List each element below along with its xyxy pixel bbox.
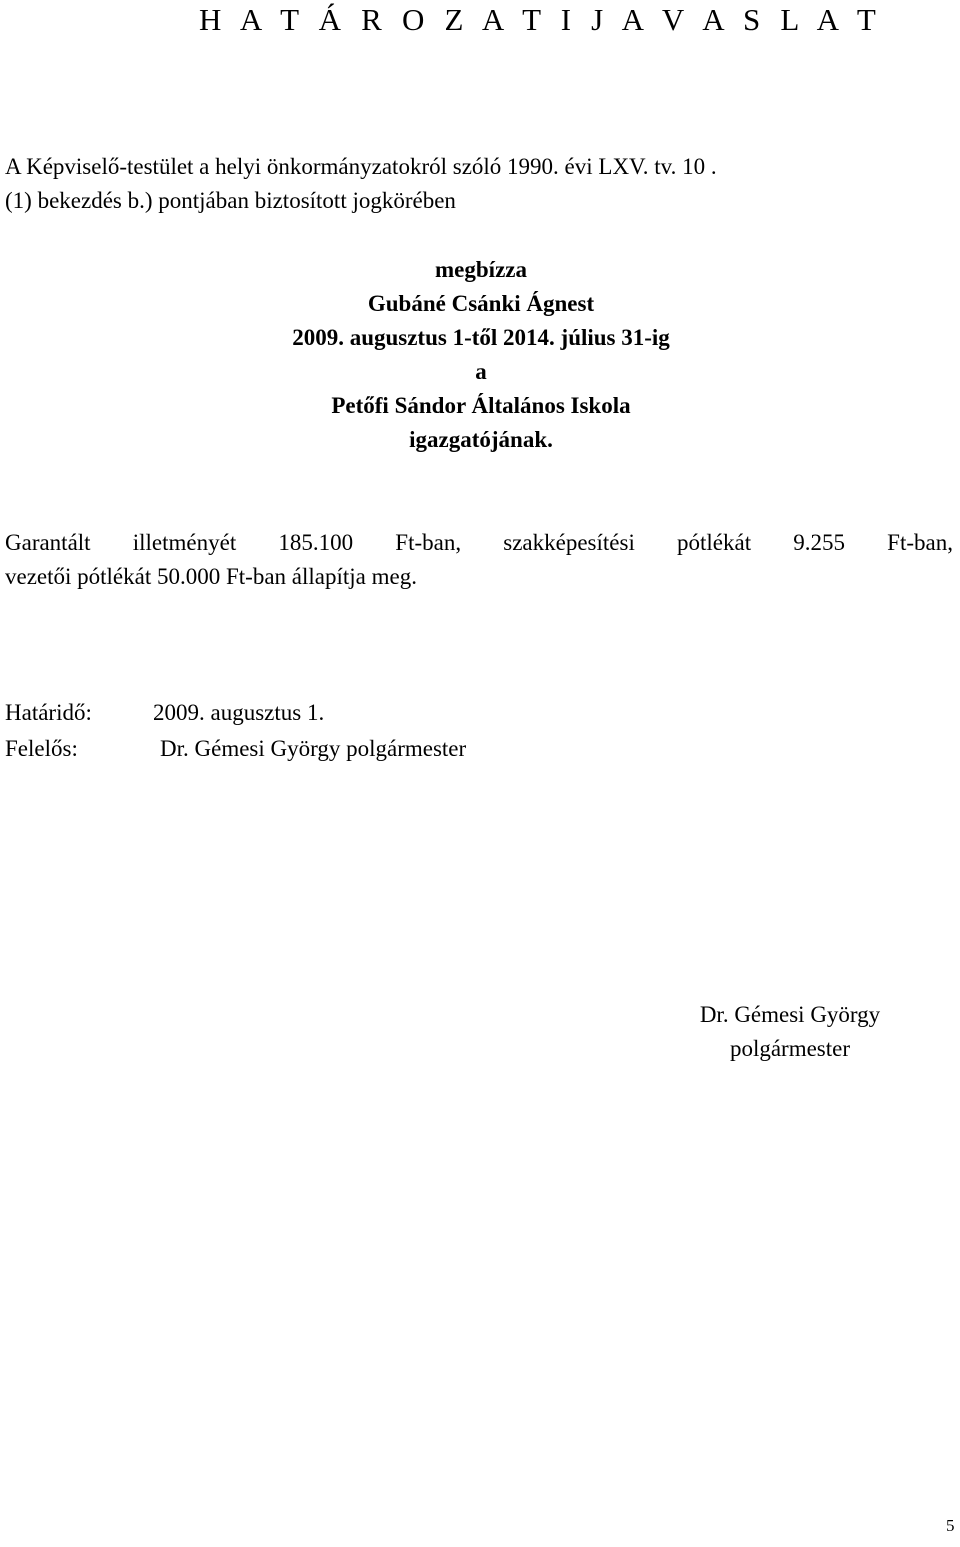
page-number: 5 (946, 1516, 955, 1535)
intro-line-1: A Képviselő-testület a helyi önkormányzatokról szóló 1990. évi LXV. tv. 10 . (5, 154, 717, 179)
responsible-row (5, 731, 466, 767)
position-title: igazgatójának. (409, 427, 553, 452)
deadline-label: Határidő: (5, 700, 92, 725)
deadline-row (5, 695, 466, 731)
signature-name: Dr. Gémesi György (699, 1002, 881, 1027)
responsible-label: Felelős: (5, 736, 78, 761)
salary-paragraph (5, 526, 953, 594)
school-name: Petőfi Sándor Általános Iskola (331, 393, 631, 418)
meta-block (5, 695, 466, 767)
salary-line-2: vezetői pótlékát 50.000 Ft-ban állapítja meg. (5, 564, 417, 589)
decision-article: a (475, 359, 487, 384)
decision-verb: megbízza (435, 257, 527, 282)
deadline-value: 2009. augusztus 1. (153, 700, 325, 725)
intro-paragraph (5, 150, 955, 218)
decision-block (0, 253, 960, 457)
document-title: H A T Á R O Z A T I J A V A S L A T (199, 2, 883, 37)
appointment-period: 2009. augusztus 1-től 2014. július 31-ig (292, 325, 670, 350)
responsible-value: Dr. Gémesi György polgármester (160, 736, 467, 761)
salary-line-1: Garantált illetményét 185.100 Ft-ban, szakképesítési pótlékát 9.255 Ft-ban, (5, 530, 953, 555)
intro-line-2: (1) bekezdés b.) pontjában biztosított jogkörében (5, 188, 456, 213)
signature-role: polgármester (729, 1036, 851, 1061)
signature-block (640, 998, 940, 1066)
appointee-name: Gubáné Csánki Ágnest (367, 291, 595, 316)
